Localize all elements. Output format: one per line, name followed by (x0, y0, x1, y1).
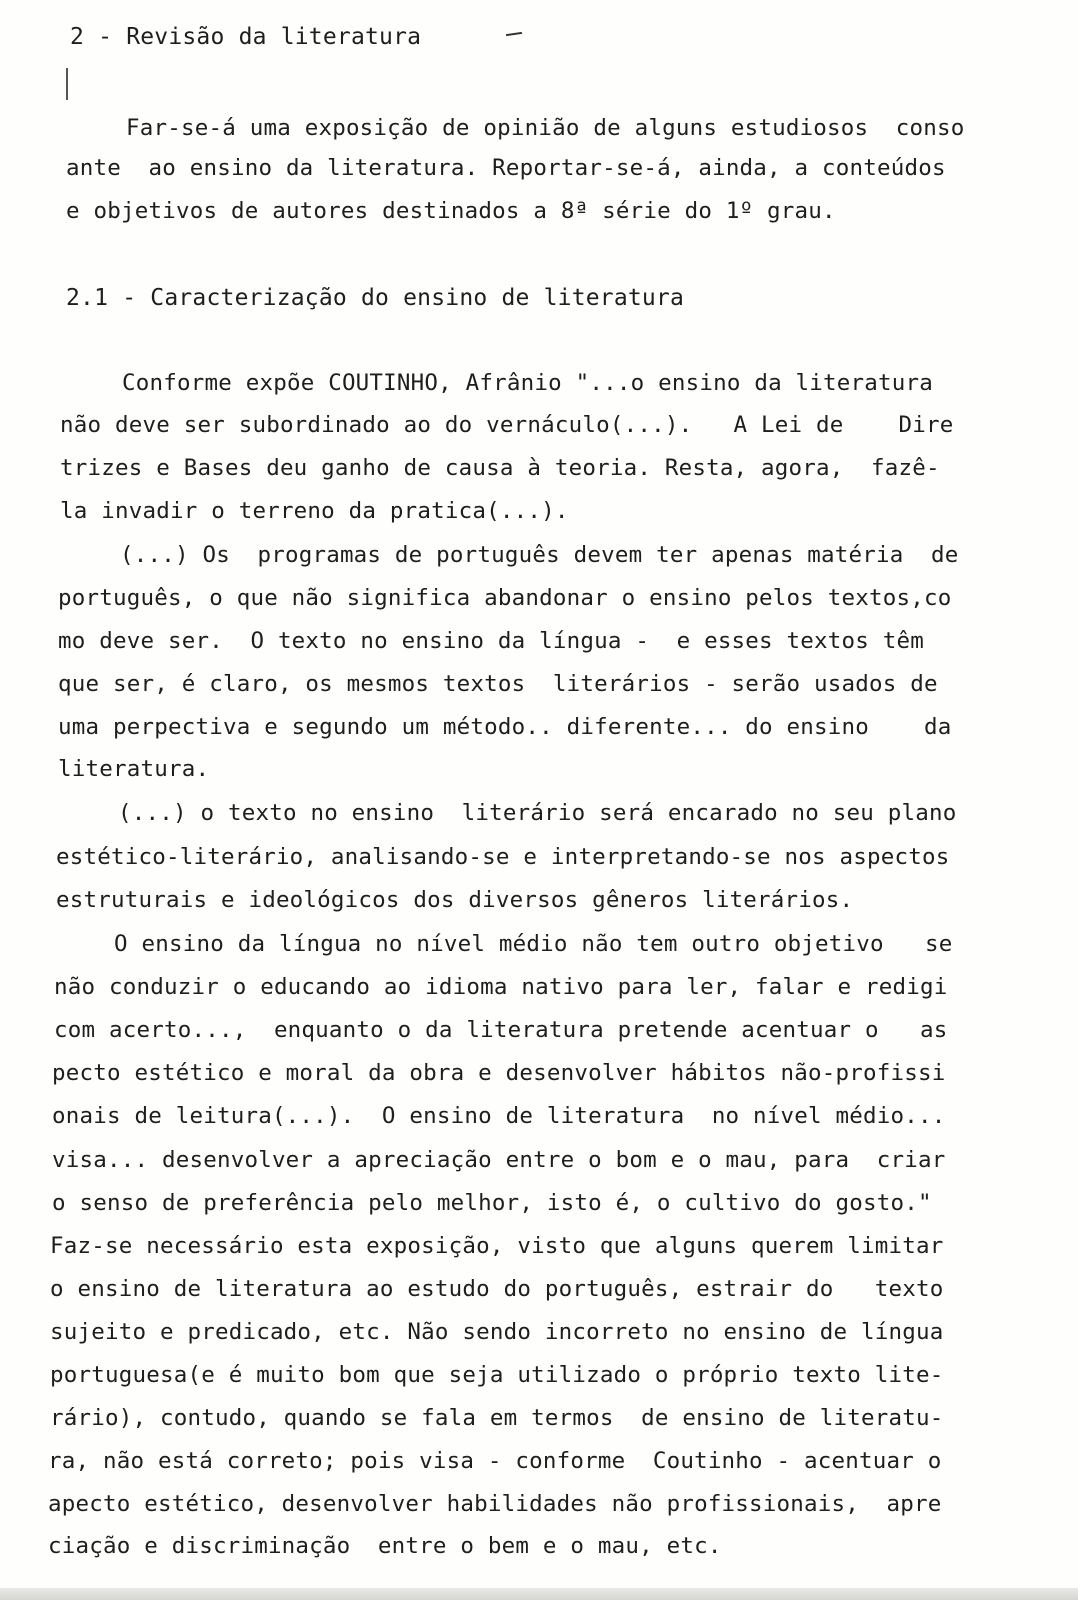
text-line: (...) o texto no ensino literário será encarado no seu plano (118, 800, 957, 826)
text-line: o ensino de literatura ao estudo do português, estrair do texto (50, 1276, 944, 1302)
text-line: (...) Os programas de português devem ter apenas matéria de (120, 542, 959, 568)
text-line: que ser, é claro, os mesmos textos literários - serão usados de (58, 671, 938, 697)
text-line: ra, não está correto; pois visa - conforme Coutinho - acentuar o (48, 1448, 942, 1474)
text-line: portuguesa(e é muito bom que seja utilizado o próprio texto lite- (50, 1362, 944, 1388)
text-line: ciação e discriminação entre o bem e o mau, etc. (48, 1533, 722, 1559)
pen-mark (506, 32, 522, 36)
text-line: Faz-se necessário esta exposição, visto que alguns querem limitar (50, 1233, 944, 1259)
text-line: visa... desenvolver a apreciação entre o bom e o mau, para criar (52, 1147, 946, 1173)
text-line: não deve ser subordinado ao do vernáculo(...). A Lei de Dire (60, 412, 954, 438)
text-line: Conforme expõe COUTINHO, Afrânio "...o ensino da literatura (122, 370, 934, 396)
text-line: trizes e Bases deu ganho de causa à teoria. Resta, agora, fazê- (60, 455, 940, 481)
text-line: O ensino da língua no nível médio não tem outro objetivo se (114, 931, 953, 957)
text-line: pecto estético e moral da obra e desenvolver hábitos não-profissi (52, 1060, 946, 1086)
text-line: rário), contudo, quando se fala em termos de ensino de literatu- (50, 1405, 944, 1431)
text-line: onais de leitura(...). O ensino de literatura no nível médio... (52, 1103, 946, 1129)
page-bottom-edge (0, 1588, 1078, 1600)
text-line: la invadir o terreno da pratica(...). (60, 498, 569, 524)
text-line: estruturais e ideológicos dos diversos gêneros literários. (56, 887, 854, 913)
text-line: e objetivos de autores destinados a 8ª série do 1º grau. (66, 198, 836, 224)
text-line: uma perpectiva e segundo um método.. diferente... do ensino da (58, 714, 952, 740)
text-line: apecto estético, desenvolver habilidades não profissionais, apre (48, 1491, 942, 1517)
text-line: Far-se-á uma exposição de opinião de alguns estudiosos conso (126, 115, 965, 141)
text-line: não conduzir o educando ao idioma nativo para ler, falar e redigi (54, 974, 948, 1000)
section-heading: 2 - Revisão da literatura (70, 24, 422, 50)
text-line: português, o que não significa abandonar o ensino pelos textos,co (58, 585, 952, 611)
margin-mark (66, 68, 68, 100)
text-line: literatura. (58, 756, 210, 782)
text-line: sujeito e predicado, etc. Não sendo incorreto no ensino de língua (50, 1319, 944, 1345)
text-line: com acerto..., enquanto o da literatura pretende acentuar o as (54, 1017, 948, 1043)
text-line: o senso de preferência pelo melhor, isto é, o cultivo do gosto." (52, 1190, 932, 1216)
section-heading: 2.1 - Caracterização do ensino de literatura (66, 285, 685, 311)
text-line: ante ao ensino da literatura. Reportar-se-á, ainda, a conteúdos (66, 155, 946, 181)
text-line: mo deve ser. O texto no ensino da língua - e esses textos têm (58, 628, 925, 654)
text-line: estético-literário, analisando-se e interpretando-se nos aspectos (56, 844, 950, 870)
